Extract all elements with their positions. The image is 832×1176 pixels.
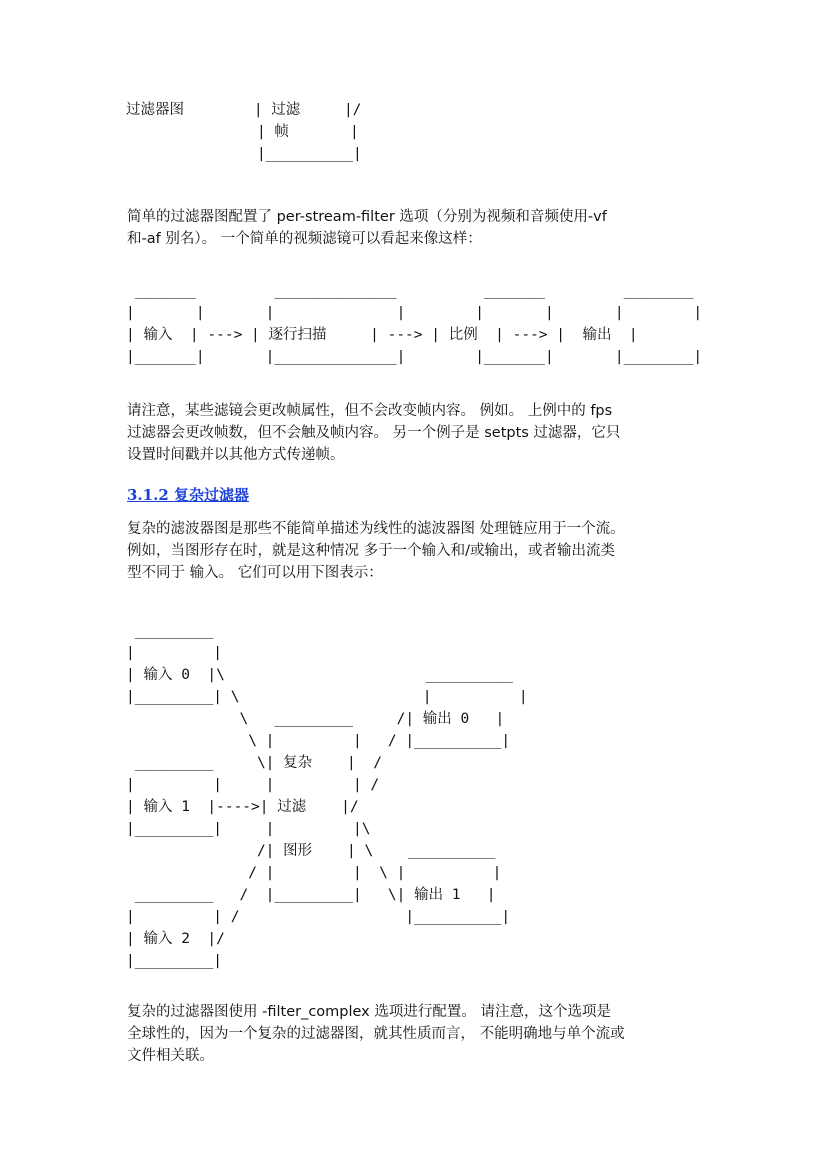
paragraph-line: 型不同于 输入。 它们可以用下图表示：	[127, 565, 383, 581]
paragraph-line: 例如，当图形存在时，就是这种情况 多于一个输入和/或输出，或者输出流类	[127, 543, 615, 559]
filter-properties-paragraph	[127, 400, 717, 466]
simple-filter-chain-diagram: _______ ______________ _______ ________ | | | | | | | | | 输入 | ---> | 逐行扫描 | ---> | 比例 | ---> | 输出 | |_______| |______________| |_______| |________|	[126, 283, 703, 365]
paragraph-line: 简单的过滤器图配置了 per-stream-filter 选项（分别为视频和音频使用-vf	[127, 209, 607, 225]
filter-complex-option-paragraph	[127, 1001, 717, 1067]
complex-filtergraph-diagram: _________ | | | 输入 0 |\ __________ |_________| \ | | \ _________ /| 输出 0 | \ | | / |__________| _________ \| 复杂 | / | | | | / | 输入 1 |---->| 过滤 |/ |_________| | |\ /| 图形 | \ __________ / | | \ | | _________ / |_________| \| 输出 1 | | | / |__________| | 输入 2 |/ |_________|	[126, 623, 528, 969]
paragraph-line: 和-af 别名）。 一个简单的视频滤镜可以看起来像这样：	[127, 231, 482, 247]
paragraph-line: 全球性的，因为一个复杂的过滤器图，就其性质而言， 不能明确地与单个流或	[127, 1026, 625, 1042]
simple-filtergraph-paragraph	[127, 206, 717, 250]
paragraph-line: 过滤器会更改帧数，但不会触及帧内容。 另一个例子是 setpts 过滤器，它只	[127, 425, 621, 441]
section-heading-link[interactable]: 3.1.2 复杂过滤器	[127, 486, 249, 504]
paragraph-line: 复杂的滤波器图是那些不能简单描述为线性的滤波器图 处理链应用于一个流。	[127, 521, 625, 537]
complex-filtergraph-paragraph	[127, 518, 717, 584]
paragraph-line: 设置时间戳并以其他方式传递帧。	[127, 447, 345, 463]
filter-graph-fragment-diagram: 过滤器图 | 过滤 |/ | 帧 | |__________|	[126, 102, 362, 162]
paragraph-line: 请注意，某些滤镜会更改帧属性，但不会改变帧内容。 例如。 上例中的 fps	[127, 403, 613, 419]
paragraph-line: 文件相关联。	[127, 1048, 214, 1064]
paragraph-line: 复杂的过滤器图使用 -filter_complex 选项进行配置。 请注意，这个选项是	[127, 1004, 611, 1020]
